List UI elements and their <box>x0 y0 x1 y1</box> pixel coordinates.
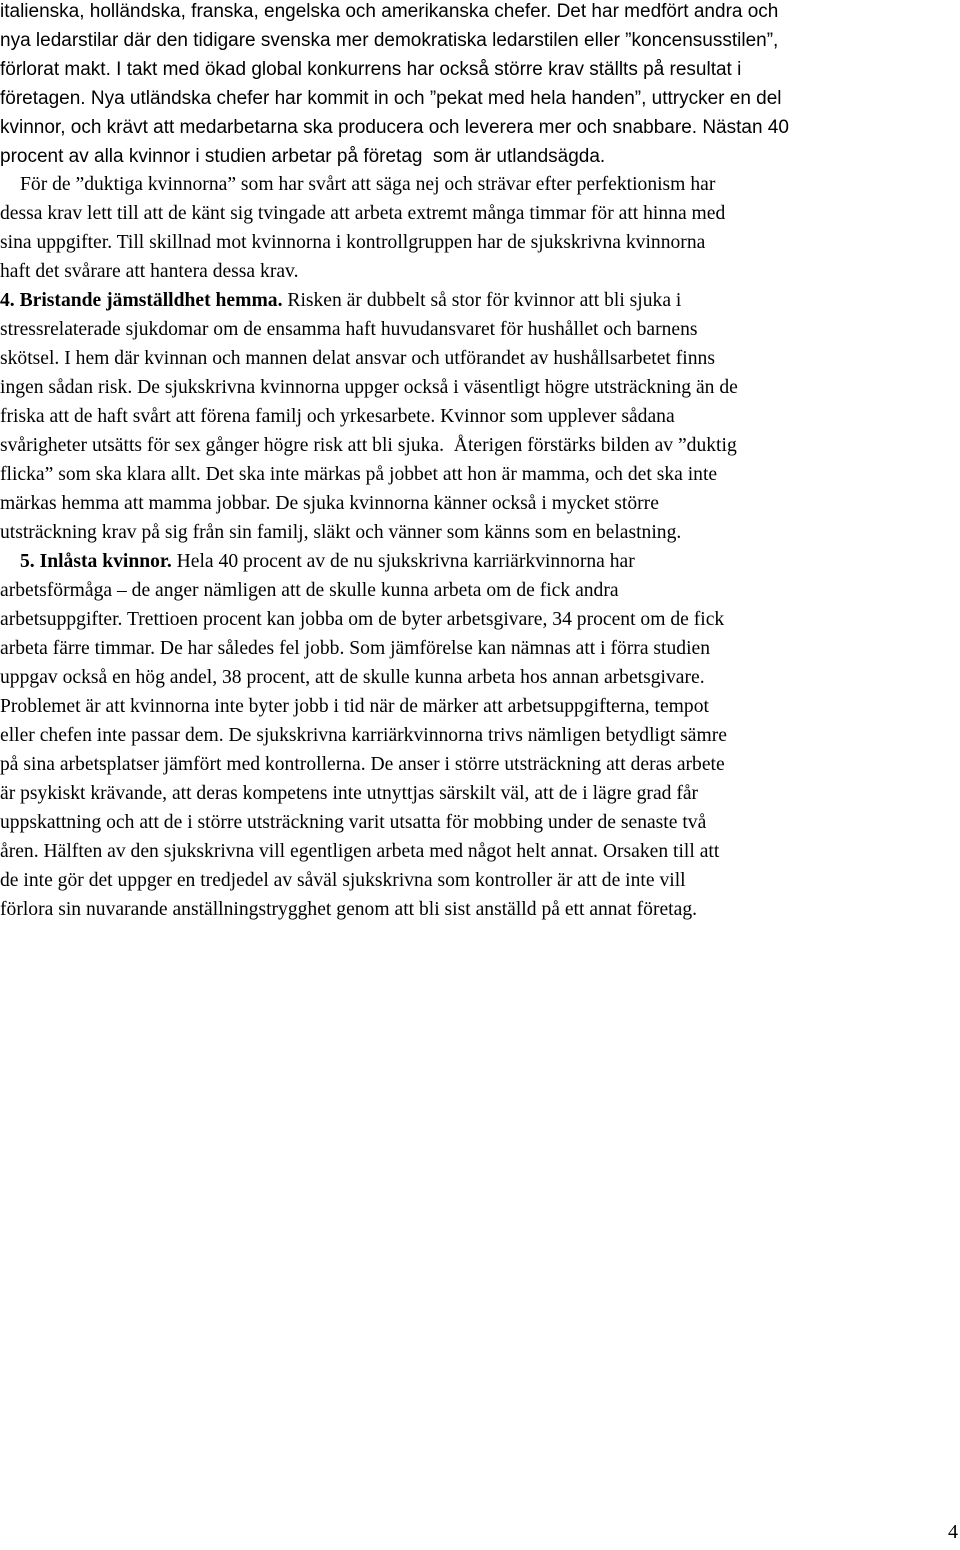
paragraph-line: dessa krav lett till att de känt sig tvingade att arbeta extremt många timmar för att hinna med <box>0 203 726 224</box>
paragraph-line: italienska, holländska, franska, engelska och amerikanska chefer. Det har medfört andra och <box>0 1 779 22</box>
section-4-line <box>0 286 681 315</box>
paragraph-text: Hela 40 procent av de nu sjukskrivna karriärkvinnorna har <box>176 551 635 572</box>
paragraph-line: uppgav också en hög andel, 38 procent, att de skulle kunna arbeta hos annan arbetsgivare. <box>0 667 705 688</box>
paragraph-line: arbeta färre timmar. De har således fel jobb. Som jämförelse kan nämnas att i förra studien <box>0 638 711 659</box>
paragraph-line: För de ”duktiga kvinnorna” som har svårt att säga nej och strävar efter perfektionism har <box>20 174 716 195</box>
paragraph-line: svårigheter utsätts för sex gånger högre risk att bli sjuka. Återigen förstärks bilden av ”duktig <box>0 435 737 456</box>
paragraph-line: märkas hemma att mamma jobbar. De sjuka kvinnorna känner också i mycket större <box>0 493 659 514</box>
paragraph-line: procent av alla kvinnor i studien arbetar på företag som är utlandsägda. <box>0 146 606 167</box>
paragraph-line: haft det svårare att hantera dessa krav. <box>0 261 299 282</box>
section-4-heading: 4. Bristande jämställdhet hemma. <box>0 290 283 311</box>
paragraph-line: eller chefen inte passar dem. De sjukskrivna karriärkvinnorna trivs nämligen betydligt sämre <box>0 725 727 746</box>
paragraph-line: sina uppgifter. Till skillnad mot kvinnorna i kontrollgruppen har de sjukskrivna kvinnorna <box>0 232 706 253</box>
paragraph-line: förlora sin nuvarande anställningstrygghet genom att bli sist anställd på ett annat företag. <box>0 899 698 920</box>
paragraph-line: uppskattning och att de i större utsträckning varit utsatta för mobbing under de senaste två <box>0 812 707 833</box>
paragraph-line: skötsel. I hem där kvinnan och mannen delat ansvar och utförandet av hushållsarbetet finns <box>0 348 715 369</box>
paragraph-line: är psykiskt krävande, att deras kompetens inte utnyttjas särskilt väl, att de i lägre grad får <box>0 783 699 804</box>
section-5-line <box>20 547 635 576</box>
paragraph-text: Risken är dubbelt så stor för kvinnor att bli sjuka i <box>287 290 682 311</box>
paragraph-line: ingen sådan risk. De sjukskrivna kvinnorna uppger också i väsentligt högre utsträckning än de <box>0 377 738 398</box>
paragraph-line: Problemet är att kvinnorna inte byter jobb i tid när de märker att arbetsuppgifterna, tempot <box>0 696 709 717</box>
paragraph-line: nya ledarstilar där den tidigare svenska mer demokratiska ledarstilen eller ”koncensusstilen”, <box>0 30 779 51</box>
paragraph-line: arbetsförmåga – de anger nämligen att de skulle kunna arbeta om de fick andra <box>0 580 619 601</box>
paragraph-line: arbetsuppgifter. Trettioen procent kan jobba om de byter arbetsgivare, 34 procent om de fick <box>0 609 725 630</box>
paragraph-line: företagen. Nya utländska chefer har kommit in och ”pekat med hela handen”, uttrycker en del <box>0 88 782 109</box>
paragraph-line: på sina arbetsplatser jämfört med kontrollerna. De anser i större utsträckning att deras arbete <box>0 754 725 775</box>
paragraph-line: friska att de haft svårt att förena familj och yrkesarbete. Kvinnor som upplever sådana <box>0 406 675 427</box>
paragraph-line: åren. Hälften av den sjukskrivna vill egentligen arbeta med något helt annat. Orsaken till att <box>0 841 720 862</box>
paragraph-line: stressrelaterade sjukdomar om de ensamma haft huvudansvaret för hushållet och barnens <box>0 319 698 340</box>
paragraph-line: de inte gör det uppger en tredjedel av såväl sjukskrivna som kontroller är att de inte vill <box>0 870 686 891</box>
page-number: 4 <box>948 1521 958 1543</box>
paragraph-line: flicka” som ska klara allt. Det ska inte märkas på jobbet att hon är mamma, och det ska inte <box>0 464 718 485</box>
section-5-heading: 5. Inlåsta kvinnor. <box>20 551 172 572</box>
paragraph-line: kvinnor, och krävt att medarbetarna ska producera och leverera mer och snabbare. Nästan 40 <box>0 117 789 138</box>
paragraph-line: utsträckning krav på sig från sin familj, släkt och vänner som känns som en belastning. <box>0 522 682 543</box>
paragraph-line: förlorat makt. I takt med ökad global konkurrens har också större krav ställts på resultat i <box>0 59 742 80</box>
